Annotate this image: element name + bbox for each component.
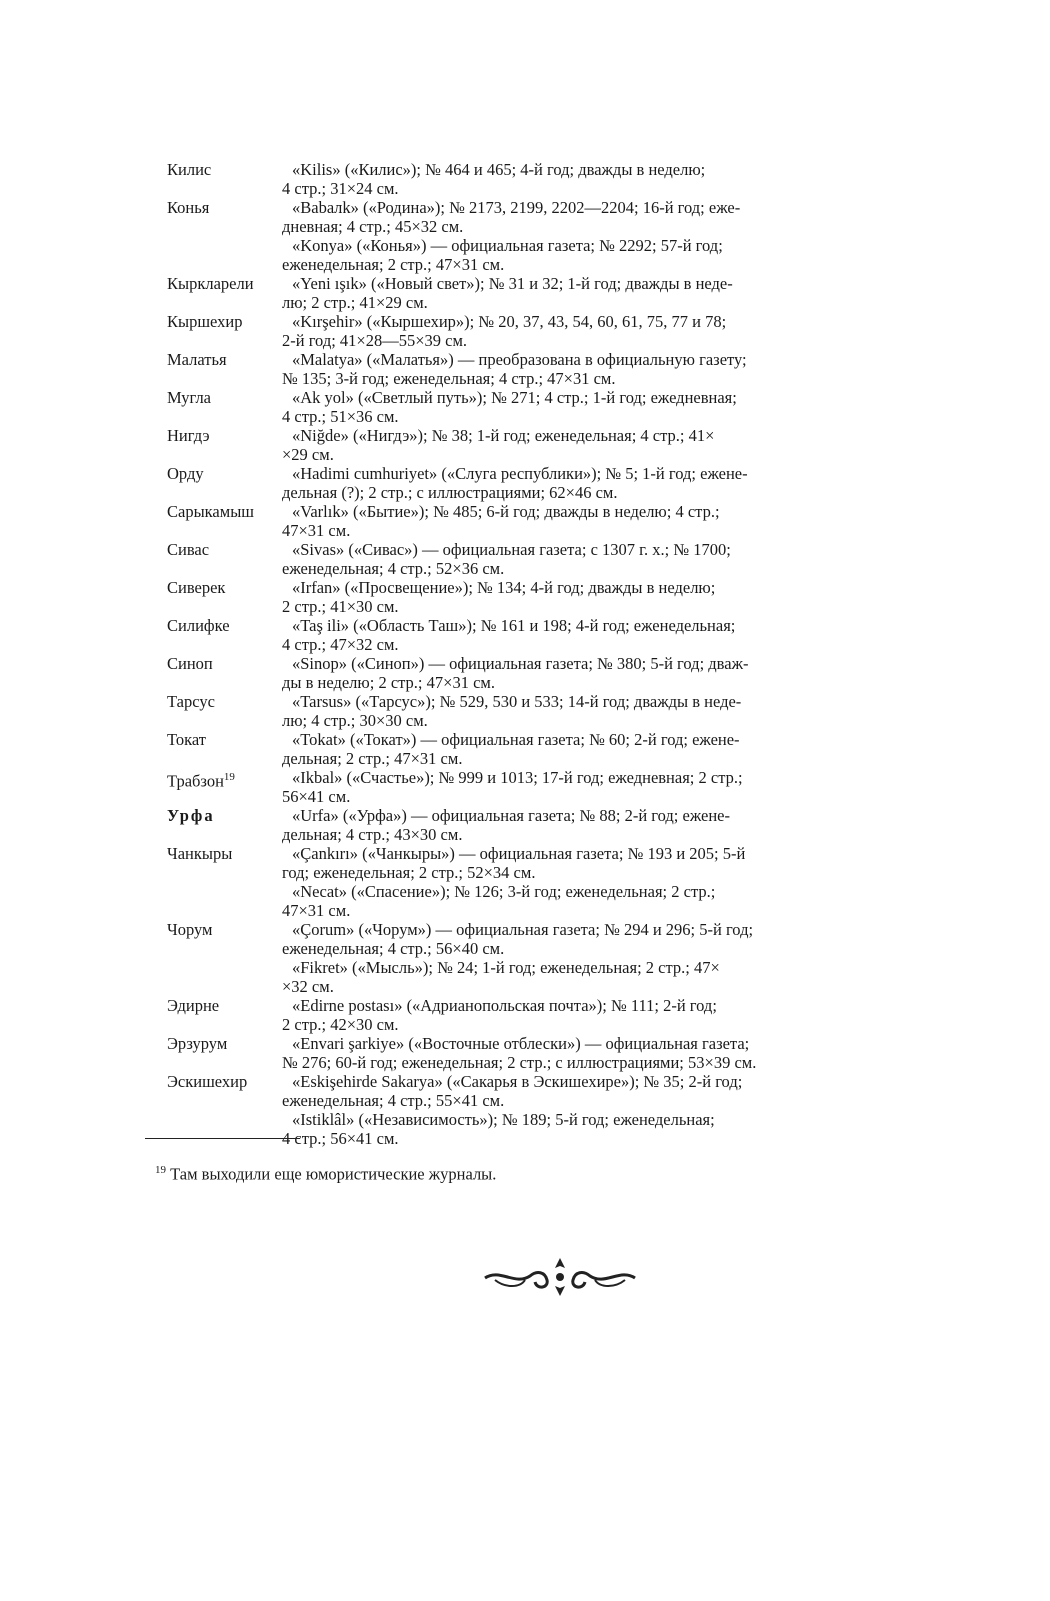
city-label: Эрзурум [167,1034,228,1053]
newspaper-description [282,578,887,616]
description-line: год; еженедельная; 2 стр.; 52×34 см. [282,863,536,882]
city-name [167,996,282,1034]
city-name [167,540,282,578]
list-item [167,768,887,806]
city-name [167,730,282,768]
city-name [167,426,282,464]
description-line: «Konya» («Конья») — официальная газета; № 2292; 57-й год; [292,236,723,255]
description-line: еженедельная; 2 стр.; 47×31 см. [282,255,505,274]
newspaper-description [282,198,887,274]
newspaper-description [282,350,887,388]
description-line: 4 стр.; 47×32 см. [282,635,399,654]
city-name [167,616,282,654]
description-line: 2 стр.; 41×30 см. [282,597,399,616]
description-line: лю; 4 стр.; 30×30 см. [282,711,428,730]
newspaper-description [282,996,887,1034]
description-line: «Kırşehir» («Кыршехир»); № 20, 37, 43, 54, 60, 61, 75, 77 и 78; [292,312,727,331]
description-line: «Taş ili» («Область Таш»); № 161 и 198; 4-й год; еженедельная; [292,616,736,635]
description-line: «Malatya» («Малатья») — преобразована в официальную газету; [292,350,747,369]
city-name [167,920,282,996]
city-label: Чанкыры [167,844,233,863]
description-line: 4 стр.; 31×24 см. [282,179,399,198]
city-label: Токат [167,730,206,749]
description-line: «Yeni ışık» («Новый свет»); № 31 и 32; 1-й год; дважды в неде- [292,274,733,293]
list-item [167,1034,887,1072]
newspaper-description [282,806,887,844]
newspaper-description [282,502,887,540]
description-line: «Varlık» («Бытие»); № 485; 6-й год; дважды в неделю; 4 стр.; [292,502,720,521]
description-line: 47×31 см. [282,521,351,540]
newspaper-description [282,1034,887,1072]
list-item [167,806,887,844]
city-label: Мугла [167,388,211,407]
list-item [167,844,887,920]
city-label: Конья [167,198,210,217]
city-label: Силифке [167,616,230,635]
description-line: «Envari şarkiye» («Восточные отблески») — официальная газета; [292,1034,750,1053]
description-line: 4 стр.; 56×41 см. [282,1129,399,1148]
city-name [167,312,282,350]
footnote-mark: 19 [155,1164,166,1176]
list-item [167,464,887,502]
description-line: 47×31 см. [282,901,351,920]
list-item [167,350,887,388]
description-line: «Eskişehirde Sakarya» («Сакарья в Эскишехире»); № 35; 2-й год; [292,1072,743,1091]
city-label: Эдирне [167,996,220,1015]
footnote-ref: 19 [223,771,235,783]
city-label: Кыршехир [167,312,243,331]
description-line: 2 стр.; 42×30 см. [282,1015,399,1034]
description-line: дельная (?); 2 стр.; с иллюстрациями; 62×46 см. [282,483,618,502]
description-line: «Çorum» («Чорум») — официальная газета; № 294 и 296; 5-й год; [292,920,754,939]
description-line: ды в неделю; 2 стр.; 47×31 см. [282,673,495,692]
city-name [167,654,282,692]
list-item [167,160,887,198]
list-item [167,540,887,578]
city-label: Нигдэ [167,426,210,445]
description-line: 4 стр.; 51×36 см. [282,407,399,426]
newspaper-description [282,160,887,198]
description-line: «Çankırı» («Чанкыры») — официальная газета; № 193 и 205; 5-й [292,844,746,863]
description-line: лю; 2 стр.; 41×29 см. [282,293,428,312]
city-label: Тарсус [167,692,215,711]
description-line: «Babaлk» («Родина»); № 2173, 2199, 2202—2204; 16-й год; еже- [292,198,741,217]
city-name [167,198,282,274]
description-line: «Ikbal» («Счастье»); № 999 и 1013; 17-й год; ежедневная; 2 стр.; [292,768,743,787]
city-name [167,502,282,540]
list-item [167,1072,887,1148]
description-line: 56×41 см. [282,787,351,806]
description-line: «Tarsus» («Тарсус»); № 529, 530 и 533; 14-й год; дважды в неде- [292,692,742,711]
list-item [167,274,887,312]
city-name [167,350,282,388]
city-name [167,578,282,616]
city-label: Эскишехир [167,1072,248,1091]
list-item [167,502,887,540]
city-name [167,160,282,198]
newspaper-description [282,1072,887,1148]
list-item [167,198,887,274]
list-item [167,692,887,730]
newspaper-description [282,426,887,464]
newspaper-description [282,844,887,920]
city-name [167,806,282,844]
newspaper-description [282,616,887,654]
description-line: «Hadimi cumhuriyet» («Слуга республики»); № 5; 1-й год; еженe- [292,464,748,483]
description-line: «Sinop» («Синоп») — официальная газета; № 380; 5-й год; дваж- [292,654,749,673]
city-name [167,692,282,730]
city-label: Трабзон [167,771,224,791]
city-label: Сиверек [167,578,226,597]
newspaper-list [167,160,887,1148]
list-item [167,426,887,464]
city-label: Сивас [167,540,210,559]
city-label: Кыркларели [167,274,254,293]
city-name [167,1072,282,1148]
description-line: «Ak yol» («Светлый путь»); № 271; 4 стр.; 1-й год; ежедневная; [292,388,737,407]
description-line: «Tokat» («Токат») — официальная газета; № 60; 2-й год; еженe- [292,730,740,749]
city-label: Килис [167,160,212,179]
description-line: «Urfa» («Урфа») — официальная газета; № 88; 2-й год; еженe- [292,806,730,825]
description-line: № 276; 60-й год; еженедельная; 2 стр.; с иллюстрациями; 53×39 см. [282,1053,757,1072]
ornament-icon [475,1250,645,1300]
list-item [167,312,887,350]
description-line: ×29 см. [282,445,334,464]
footnote [155,1160,855,1185]
city-label: Орду [167,464,204,483]
description-line: «Sivas» («Сивас») — официальная газета; с 1307 г. х.; № 1700; [292,540,731,559]
description-line: «Irfan» («Просвещение»); № 134; 4-й год; дважды в неделю; [292,578,716,597]
newspaper-description [282,654,887,692]
city-name [167,768,282,806]
list-item [167,920,887,996]
city-label: Урфа [167,806,215,825]
footnote-text: Там выходили еще юмористические журналы. [170,1164,497,1184]
list-item [167,996,887,1034]
newspaper-description [282,312,887,350]
description-line: еженедельная; 4 стр.; 55×41 см. [282,1091,505,1110]
newspaper-description [282,730,887,768]
description-line: «Fikret» («Мысль»); № 24; 1-й год; еженедельная; 2 стр.; 47× [292,958,720,977]
city-name [167,844,282,920]
newspaper-description [282,464,887,502]
list-item [167,654,887,692]
list-item [167,578,887,616]
description-line: № 135; 3-й год; еженедельная; 4 стр.; 47×31 см. [282,369,616,388]
newspaper-description [282,388,887,426]
description-line: «Kilis» («Килис»); № 464 и 465; 4-й год; дважды в неделю; [292,160,706,179]
city-label: Сарыкамыш [167,502,254,521]
city-name [167,1034,282,1072]
newspaper-description [282,540,887,578]
description-line: дельная; 4 стр.; 43×30 см. [282,825,463,844]
city-name [167,464,282,502]
footnote-divider [145,1138,300,1139]
description-line: еженедельная; 4 стр.; 52×36 см. [282,559,505,578]
description-line: еженедельная; 4 стр.; 56×40 см. [282,939,505,958]
city-label: Синоп [167,654,213,673]
list-item [167,388,887,426]
description-line: 2-й год; 41×28—55×39 см. [282,331,468,350]
description-line: «Edirne postası» («Адрианопольская почта»); № 111; 2-й год; [292,996,717,1015]
city-name [167,388,282,426]
newspaper-description [282,768,887,806]
description-line: «Necat» («Спасение»); № 126; 3-й год; еженедельная; 2 стр.; [292,882,716,901]
newspaper-description [282,920,887,996]
newspaper-description [282,274,887,312]
description-line: дельная; 2 стр.; 47×31 см. [282,749,463,768]
description-line: «Niğde» («Нигдэ»); № 38; 1-й год; еженедельная; 4 стр.; 41× [292,426,715,445]
city-name [167,274,282,312]
description-line: «Istiklâl» («Независимость»); № 189; 5-й год; еженедельная; [292,1110,715,1129]
city-label: Малатья [167,350,227,369]
list-item [167,730,887,768]
newspaper-description [282,692,887,730]
description-line: ×32 см. [282,977,334,996]
city-label: Чорум [167,920,213,939]
list-item [167,616,887,654]
description-line: дневная; 4 стр.; 45×32 см. [282,217,464,236]
